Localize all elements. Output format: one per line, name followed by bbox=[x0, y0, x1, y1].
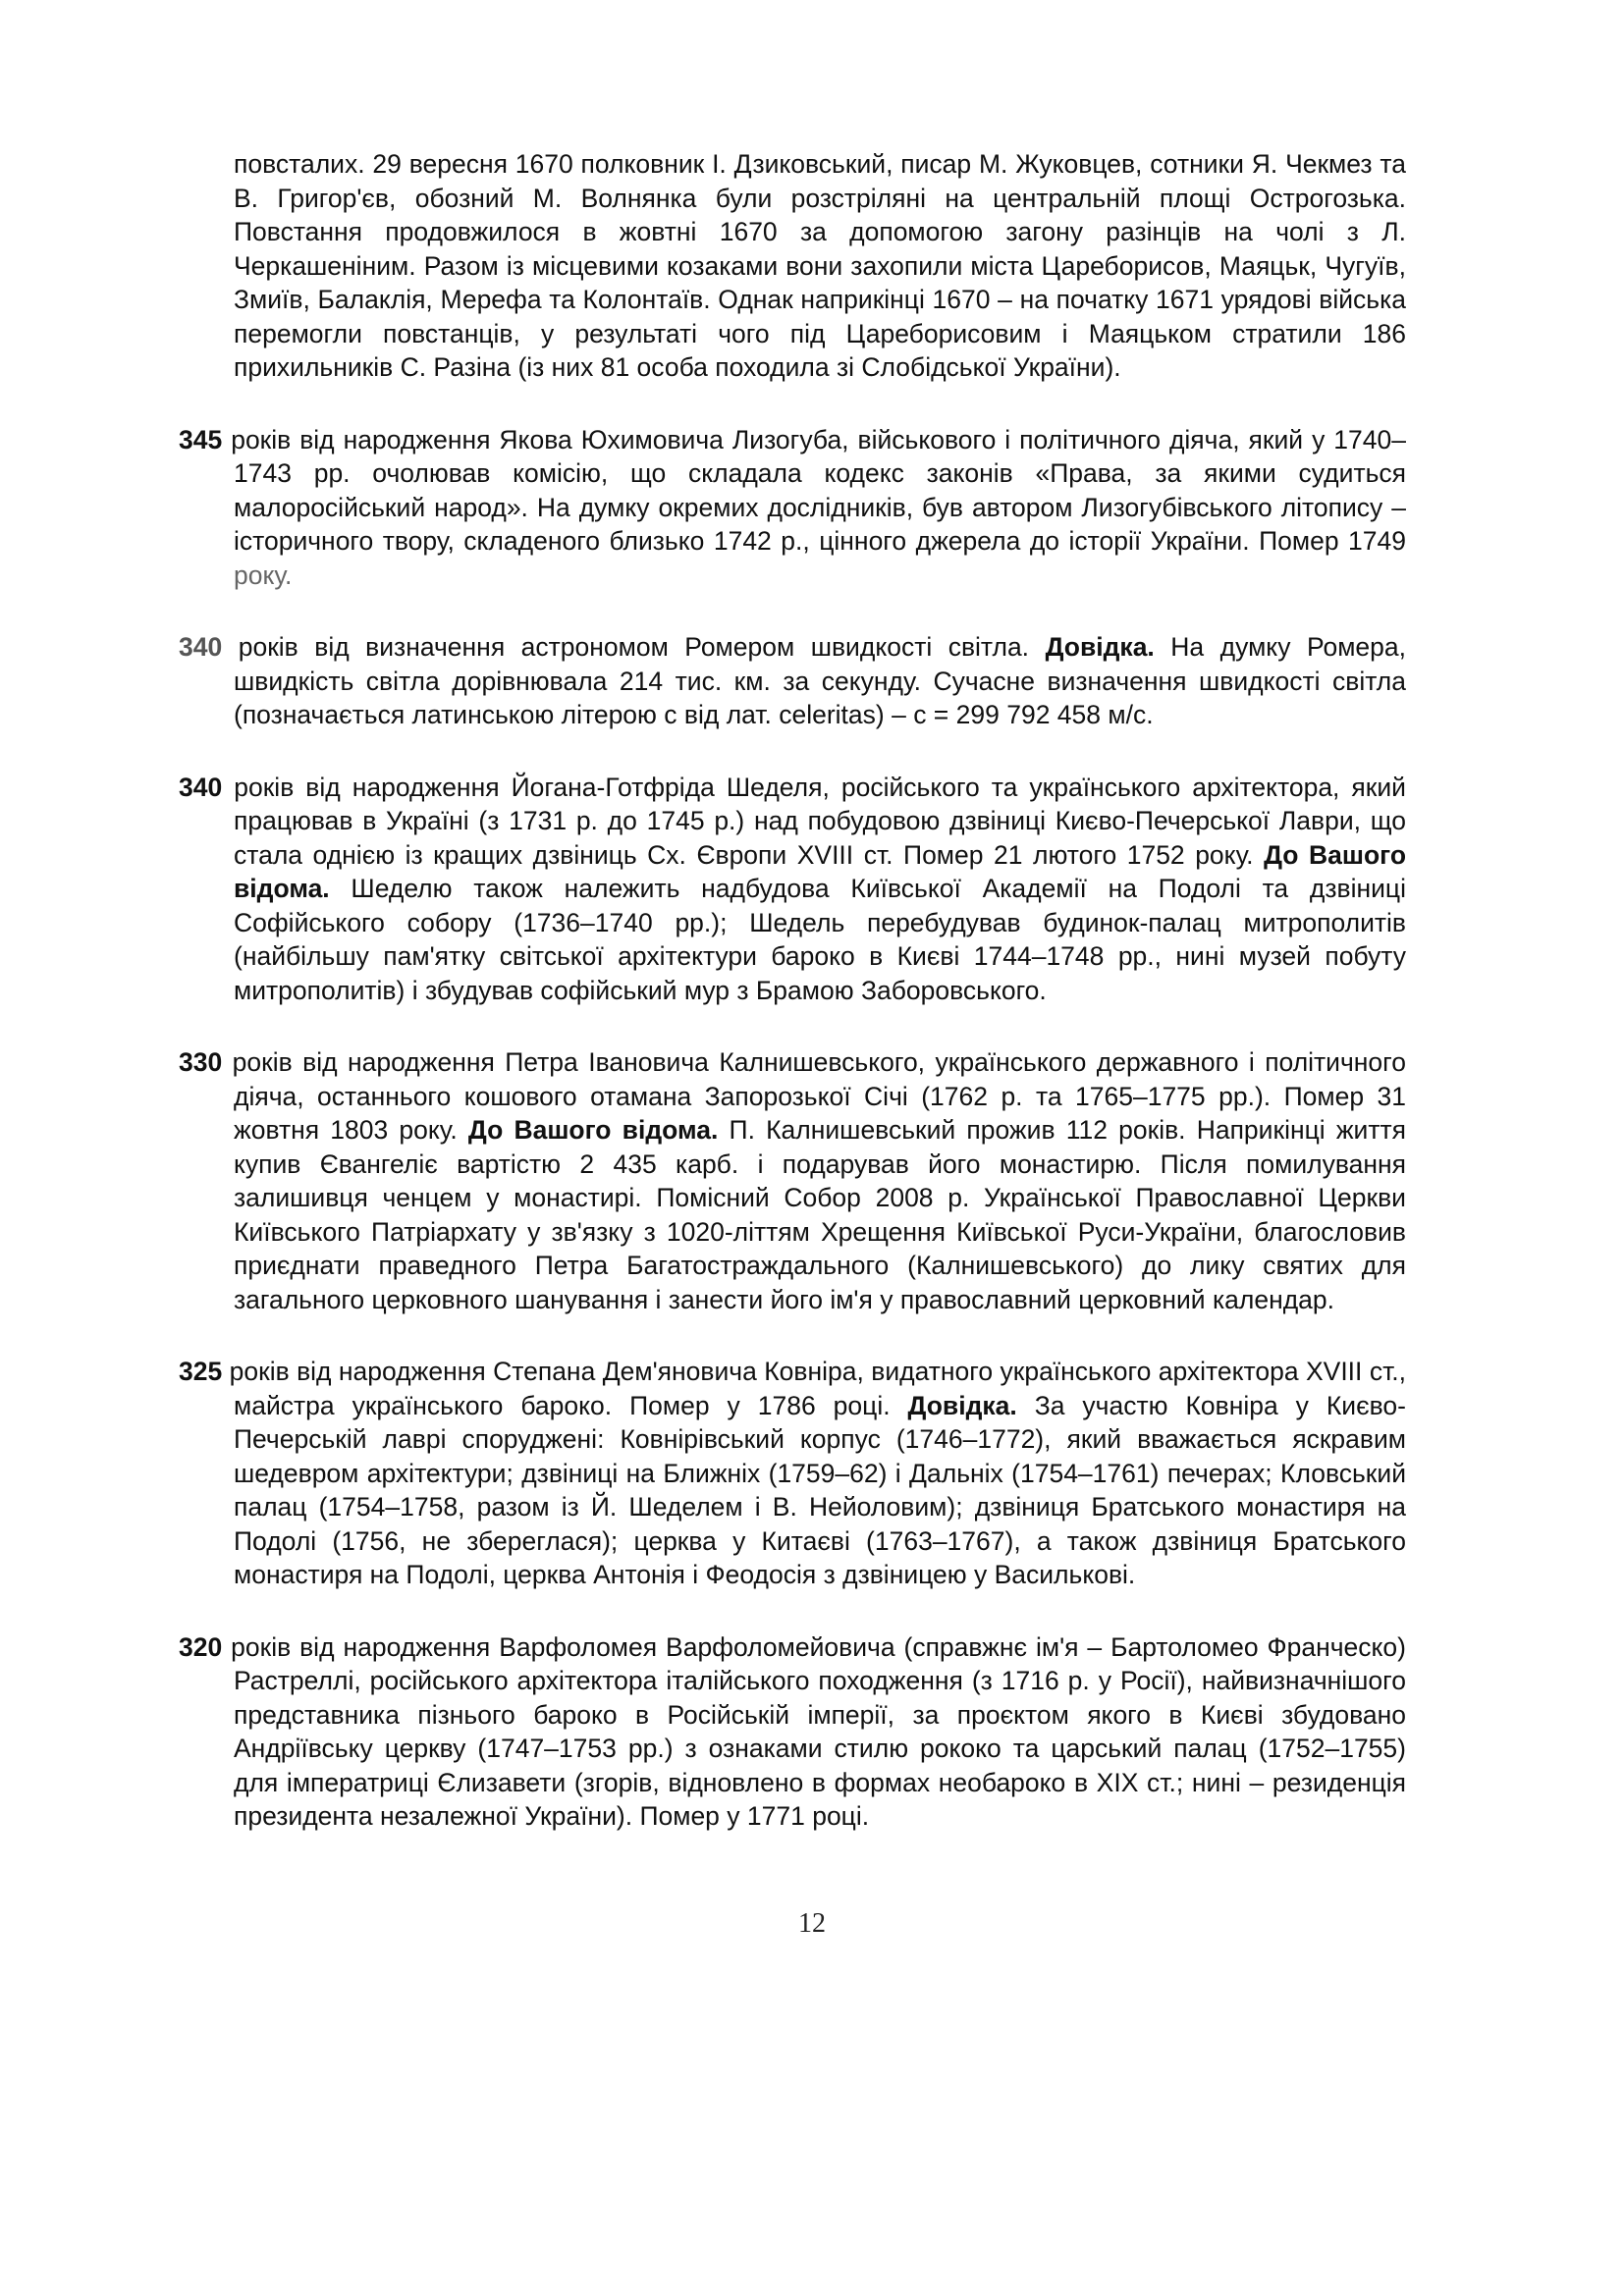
anniversary-entry-roemer bbox=[179, 630, 1406, 732]
intro-paragraph bbox=[179, 147, 1406, 385]
entry-text-continued: П. Калнишевський прожив 112 років. Наприкінці життя купив Євангеліє вартістю 2 435 карб. і подарував його монастирю. Після помилування залишивця ченцем у монастирі. Помісний Собор 2008 р. Української Православної Церкви Київського Патріархату у зв'язку з 1020-літтям Хрещення Київської Руси-України, благословив приєднати праведного Петра Багатостраждального (Калнишевського) до лику святих для загального церковного шанування і занести його ім'я у православний церковний календар. bbox=[234, 1115, 1406, 1314]
entry-text-continued: Шеделю також належить надбудова Київської Академії на Подолі та дзвіниці Софійського собору (1736–1740 рр.); Шедель перебудував будинок-палац митрополитів (найбільшу пам'ятку світської архітектури бароко в Києві 1744–1748 рр., нині музей побуту митрополитів) і збудував софійський мур з Брамою Заборовського. bbox=[234, 874, 1406, 1005]
entry-text: років від народження Степана Дем'яновича Ковніра, видатного українського архітектора XVIII ст., майстра українського бароко. Помер у 1786 році. bbox=[222, 1357, 1406, 1420]
entry-text: років від народження Петра Івановича Калнишевського, українського державного і політичного діяча, останнього кошового отамана Запорозької Січі (1762 р. та 1765–1775 рр.). Помер 31 жовтня 1803 року. bbox=[222, 1047, 1406, 1145]
entry-text: років від народження Йогана-Готфріда Шеделя, російського та українського архітектора, який працював в Україні (з 1731 р. до 1745 р.) над побудовою дзвіниці Києво-Печерської Лаври, що стала однією із кращих дзвіниць Сх. Європи XVIII ст. Помер 21 лютого 1752 року. bbox=[222, 772, 1406, 870]
anniversary-entry-kovnir bbox=[179, 1355, 1406, 1592]
anniversary-entry-kalnyshevsky bbox=[179, 1045, 1406, 1316]
anniversary-entry-lyzohub bbox=[179, 423, 1406, 593]
anniversary-entry-schadel bbox=[179, 771, 1406, 1008]
reference-label: Довідка. bbox=[1045, 632, 1155, 662]
entry-text: років від народження Якова Юхимовича Лизогуба, військового і політичного діяча, який у 1740–1743 рр. очолював комісію, що складала кодекс законів «Права, за якими судиться малоросійський народ». На думку окремих дослідників, був автором Лизогубівського літопису – історичного твору, складеного близько 1742 р., цінного джерела до історії України. Помер 1749 bbox=[222, 424, 1406, 556]
anniversary-number: 330 bbox=[179, 1047, 223, 1077]
anniversary-number: 345 bbox=[179, 424, 223, 454]
entry-text-continued: За участю Ковніра у Києво-Печерській лаврі споруджені: Ковнірівський корпус (1746–1772), який вважається яскравим шедевром архітектури; дзвіниці на Ближніх (1759–62) і Дальніх (1754–1761) печерах; Кловський палац (1754–1758, разом із Й. Шеделем і В. Нейоловим); дзвіниця Братського монастиря на Подолі (1756, не збереглася); церква у Китаєві (1763–1767), а також дзвіниця Братського монастиря на Подолі, церква Антонія і Феодосія з дзвіницею у Василькові. bbox=[234, 1390, 1406, 1589]
anniversary-number: 325 bbox=[179, 1357, 223, 1386]
anniversary-entry-rastrelli bbox=[179, 1630, 1406, 1834]
intro-text: повсталих. 29 вересня 1670 полковник І. Дзиковський, писар М. Жуковцев, сотники Я. Чекмез та В. Григор'єв, обозний М. Волнянка були розстріляні на центральній площі Острогозька. Повстання продовжилося в жовтні 1670 за допомогою загону разінців на чолі з Л. Черкашеніним. Разом із місцевими козаками вони захопили міста Цареборисов, Маяцьк, Чугуїв, Змиїв, Балаклія, Мерефа та Колонтаїв. Однак наприкінці 1670 – на початку 1671 урядові війська перемогли повстанців, у результаті чого під Цареборисовим і Маяцьком стратили 186 прихильників С. Разіна (із них 81 особа походила зі Слобідської України). bbox=[234, 149, 1406, 382]
reference-label: До Вашого відома. bbox=[467, 1115, 719, 1145]
entry-text-tail: року. bbox=[234, 560, 293, 590]
reference-label: До Вашого відома. bbox=[234, 839, 1407, 903]
entry-text: років від визначення астрономом Ромером швидкості світла. bbox=[222, 632, 1046, 662]
anniversary-number: 320 bbox=[179, 1631, 223, 1662]
reference-label: Довідка. bbox=[907, 1390, 1017, 1420]
entry-text-continued: На думку Ромера, швидкість світла дорівнювала 214 тис. км. за секунду. Сучасне визначення швидкості світла (позначається латинською літерою c від лат. celeritas) – c = 299 792 458 м/с. bbox=[234, 632, 1406, 729]
page-number: 12 bbox=[798, 1908, 826, 1939]
anniversary-number: 340 bbox=[179, 632, 223, 662]
anniversary-number: 340 bbox=[179, 772, 223, 802]
entry-text: років від народження Варфоломея Варфоломейовича (справжнє ім'я – Бартоломео Франческо) Растреллі, російського архітектора італійського походження (з 1716 р. у Росії), найвизначнішого представника пізнього бароко в Російській імперії, за проєктом якого в Києві збудовано Андріївську церкву (1747–1753 рр.) з ознаками стилю рококо та царський палац (1752–1755) для імператриці Єлизавети (згорів, відновлено в формах необароко в XIX ст.; нині – резиденція президента незалежної України). Помер у 1771 році. bbox=[222, 1631, 1406, 1831]
page-content bbox=[179, 147, 1406, 1872]
